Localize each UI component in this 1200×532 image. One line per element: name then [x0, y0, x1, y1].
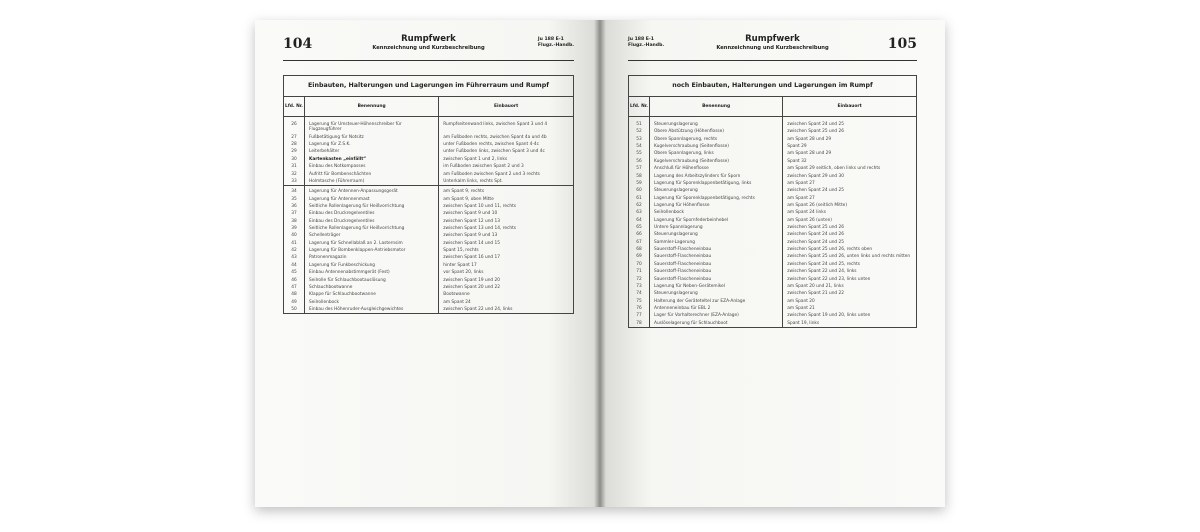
row-number: 49 [284, 299, 305, 306]
installations-table [283, 75, 574, 314]
row-number: 65 [629, 224, 650, 231]
row-number: 78 [629, 320, 650, 327]
table-row [629, 246, 916, 253]
row-number: 34 [284, 186, 305, 196]
table-row [629, 150, 916, 157]
row-location: zwischen Spant 19 und 20, links unten [787, 313, 871, 319]
row-number: 57 [629, 165, 650, 172]
row-name: Einbau des Druckregelventiles [305, 210, 439, 217]
row-name: Auslöselagerung für Schlauchboot [650, 320, 783, 327]
row-name: Einbau Antennenabstimmgerät (Fest) [305, 269, 439, 276]
row-location: zwischen Spant 24 und 25 [787, 188, 844, 194]
table-row [284, 117, 573, 134]
row-number: 61 [629, 195, 650, 202]
row-number: 68 [629, 246, 650, 253]
row-name: Kartenkasten „einfällt“ [305, 156, 439, 163]
row-location: Rumpfseitenwand links, zwischen Spant 3 und 4 [443, 122, 548, 127]
header-aircraft: Ju 188 E-1 [628, 37, 655, 42]
row-name: Lagerung für Z.S.K. [305, 141, 439, 148]
row-location: zwischen Spant 12 und 13 [443, 218, 500, 224]
row-name: Seilrollenbock [650, 209, 783, 216]
table-row [629, 180, 916, 187]
row-name: Lagerung des Arbeitszylinders für Sporn [650, 173, 783, 180]
row-name: Steuerungslagerung [650, 290, 783, 297]
row-name: Obere Spannlagerung, rechts [650, 136, 783, 143]
header-center [628, 34, 917, 51]
row-location: Unterkalm links, rechts Spt. [443, 178, 503, 184]
table-row [284, 156, 573, 163]
table-row [284, 240, 573, 247]
row-name: Lagerung für Schnellablaß an 2. Lasternsim [305, 240, 439, 247]
row-location: am Spant 27 [787, 195, 815, 201]
row-location: zwischen Spant 14 und 15 [443, 240, 500, 246]
table-row [629, 143, 916, 150]
header-title: Rumpfwerk [745, 34, 800, 44]
row-location: zwischen Spant 29 und 30 [787, 173, 844, 179]
row-name: Sauerstoff-Flascheneinbau [650, 261, 783, 268]
row-name: Lagerung für Höhenflosse [650, 202, 783, 209]
row-number: 33 [284, 178, 305, 186]
table-row [284, 134, 573, 141]
row-number: 29 [284, 148, 305, 155]
row-location: am Spant 21 [787, 305, 815, 311]
header-side [538, 37, 574, 49]
row-number: 55 [629, 150, 650, 157]
row-name: Untere Spannlagerung [650, 224, 783, 231]
col-header-nr: Lfd. Nr. [629, 97, 650, 117]
row-number: 62 [629, 202, 650, 209]
col-header-name: Benennung [650, 97, 783, 117]
row-name: Schellenträger [305, 232, 439, 239]
row-name: Lagerung für Funkbeschickung [305, 262, 439, 269]
row-location: am Spant 20 und 21, links [787, 283, 844, 289]
row-number: 75 [629, 298, 650, 305]
row-number: 50 [284, 306, 305, 313]
row-location: zwischen Spant 24 und 25 [787, 239, 844, 245]
row-location: unter Fußboden links, zwischen Spant 3 und 4c [443, 149, 545, 155]
row-name: Lagerung für Sporenklappenbetätigung, links [650, 180, 783, 187]
table-row [629, 136, 916, 143]
row-number: 32 [284, 171, 305, 178]
header-manual: Flugz.-Handb. [628, 42, 665, 48]
row-number: 31 [284, 163, 305, 170]
row-location: zwischen Spant 24 und 25 [787, 122, 844, 127]
row-location: zwischen Spant 21 und 22 [787, 291, 844, 297]
row-name: Holmtasche (Führerraum) [305, 178, 439, 186]
row-name: Schlauchbootwanne [305, 284, 439, 291]
row-location: vor Spant 20, links [443, 270, 484, 276]
right-page [600, 20, 945, 507]
table-row [629, 268, 916, 275]
row-location: zwischen Spant 20 und 22 [443, 284, 500, 290]
row-name: Lagerung für Neben-Gerätemikel [650, 283, 783, 290]
row-number: 71 [629, 268, 650, 275]
table-row [629, 261, 916, 268]
row-location: am Fußboden rechts, zwischen Spant 4a und 4b [443, 134, 547, 140]
row-name: Klappe für Schlauchbootwanne [305, 291, 439, 298]
table-row [629, 217, 916, 224]
col-header-location: Einbauort [783, 97, 916, 117]
row-location: zwischen Spant 1 und 2, links [443, 156, 508, 162]
row-number: 56 [629, 158, 650, 165]
row-name: Anschluß für Höhenflosse [650, 165, 783, 172]
table-row [284, 163, 573, 170]
row-name: Lager für Vorhalterechner (EZA-Anlage) [650, 312, 783, 319]
row-name: Halterung der Geräteteltel zur EZA-Anlage [650, 298, 783, 305]
row-number: 38 [284, 218, 305, 225]
row-location: am Spant 24 links [787, 210, 826, 216]
row-name: Seilrolle für Schlauchbootauslösung [305, 277, 439, 284]
table-row [284, 203, 573, 210]
row-number: 39 [284, 225, 305, 232]
row-name: Lagerung für Umsteuer-Höhenschreiber für Flugzeugführer [305, 117, 439, 134]
table-row [629, 290, 916, 297]
row-name: Steuerungslagerung [650, 231, 783, 238]
table-row [284, 171, 573, 178]
table-row [629, 253, 916, 260]
row-location: zwischen Spant 13 und 14, rechts [443, 226, 517, 232]
row-location: am Spant 28 und 29 [787, 136, 832, 142]
table-row [284, 284, 573, 291]
table-row [284, 306, 573, 313]
book-spine [594, 20, 606, 507]
row-number: 35 [284, 196, 305, 203]
row-location: Spant 32 [787, 158, 807, 164]
row-location: am Spant 27 [787, 180, 815, 186]
row-location: zwischen Spant 24 und 25, rechts [787, 261, 861, 267]
row-location: im Fußboden zwischen Spant 2 und 3 [443, 164, 524, 170]
table-row [629, 305, 916, 312]
row-number: 64 [629, 217, 650, 224]
row-number: 28 [284, 141, 305, 148]
row-name: Sammler-Lagerung [650, 239, 783, 246]
row-location: unter Fußboden rechts, zwischen Spant 4-4c [443, 142, 539, 148]
row-location: zwischen Spant 10 und 11, rechts [443, 203, 517, 209]
row-number: 53 [629, 136, 650, 143]
col-header-location: Einbauort [439, 97, 573, 117]
table-row [629, 195, 916, 202]
table-row [629, 117, 916, 129]
page-header [628, 34, 917, 61]
col-header-nr: Lfd. Nr. [284, 97, 305, 117]
row-number: 30 [284, 156, 305, 163]
row-number: 77 [629, 312, 650, 319]
row-number: 41 [284, 240, 305, 247]
table-row [284, 254, 573, 261]
table-row [284, 291, 573, 298]
row-location: zwischen Spant 25 und 26, unten links und rechts mitten [787, 254, 911, 260]
table-row [629, 320, 916, 327]
row-number: 36 [284, 203, 305, 210]
row-location: Spant 15, rechts [443, 248, 479, 254]
row-name: Sauerstoff-Flascheneinbau [650, 246, 783, 253]
row-name: Steuerungslagerung [650, 187, 783, 194]
table-row [629, 312, 916, 319]
table-row [284, 299, 573, 306]
row-number: 54 [629, 143, 650, 150]
row-location: zwischen Spant 19 und 20 [443, 277, 500, 283]
row-number: 43 [284, 254, 305, 261]
table-body [284, 117, 573, 314]
row-location: am Spant 20 [787, 298, 815, 304]
row-name: Sauerstoff-Flascheneinbau [650, 268, 783, 275]
row-name: Antenneneinbau für EBL 2 [650, 305, 783, 312]
row-number: 47 [284, 284, 305, 291]
row-number: 58 [629, 173, 650, 180]
row-name: Einbau des Höhenruder-Ausgleichgewichtes [305, 306, 439, 313]
row-name: Aufritt für Bombenschächten [305, 171, 439, 178]
table-row [629, 187, 916, 194]
row-location: am Spant 9, rechts [439, 186, 573, 196]
page-number: 105 [887, 36, 917, 52]
table-row [629, 202, 916, 209]
row-number: 40 [284, 232, 305, 239]
row-location: zwischen Spant 25 und 26, rechts oben [787, 247, 873, 253]
page-header [283, 34, 574, 61]
row-location: am Spant 9, oben Mitte [443, 196, 494, 202]
row-location: hinter Spant 17 [443, 262, 477, 268]
row-name: Seilrollenbock [305, 299, 439, 306]
table-row [284, 225, 573, 232]
header-manual: Flugz.-Handb. [537, 42, 574, 48]
col-header-name: Benennung [305, 97, 439, 117]
row-name: Kugelverschraubung (Seitenflosse) [650, 158, 783, 165]
row-location: zwischen Spant 22 und 24, links [787, 269, 857, 275]
table-row [629, 239, 916, 246]
row-name: Sauerstoff-Flascheneinbau [650, 253, 783, 260]
table-row [284, 262, 573, 269]
row-number: 72 [629, 276, 650, 283]
row-location: am Spant 26 (seitlich Mitte) [787, 202, 847, 208]
row-number: 42 [284, 247, 305, 254]
row-name: Leiterbehälter [305, 148, 439, 155]
row-location: zwischen Spant 22 und 24, links [443, 306, 513, 312]
table-body [629, 117, 916, 328]
table-row [284, 277, 573, 284]
row-location: am Spant 24 [443, 299, 471, 305]
table-row [284, 178, 573, 186]
row-name: Einbau des Notkompasses [305, 163, 439, 170]
row-number: 45 [284, 269, 305, 276]
row-name: Lagerung für Spornfederbeinhebel [650, 217, 783, 224]
row-number: 69 [629, 253, 650, 260]
row-location: am Fußboden zwischen Spant 2 und 3 rechts [443, 171, 540, 177]
row-number: 52 [629, 128, 650, 135]
row-number: 66 [629, 231, 650, 238]
row-location: zwischen Spant 16 und 17 [443, 255, 500, 261]
table-row [284, 196, 573, 203]
row-name: Kugelverschraubung (Seitenflosse) [650, 143, 783, 150]
row-number: 63 [629, 209, 650, 216]
table-row [284, 210, 573, 217]
table-row [284, 186, 573, 196]
table-row [629, 165, 916, 172]
row-name: Obere Abstützung (Höhenflosse) [650, 128, 783, 135]
row-name: Lagerung für Bombenklappen-Antriebsmotor [305, 247, 439, 254]
row-number: 67 [629, 239, 650, 246]
table-row [629, 224, 916, 231]
row-name: Obere Spannlagerung, links [650, 150, 783, 157]
page-number: 104 [283, 36, 313, 52]
header-title: Rumpfwerk [401, 34, 456, 44]
row-name: Lagerung für Antennen-Anpassungsgerät [305, 186, 439, 196]
header-aircraft: Ju 188 E-1 [537, 37, 564, 42]
row-name: Lagerung für Antennenmast [305, 196, 439, 203]
table-row [284, 247, 573, 254]
table-row [629, 128, 916, 135]
row-number: 76 [629, 305, 650, 312]
row-location: Spant 19, links [787, 320, 820, 326]
row-location: am Spant 28 und 29 [787, 151, 832, 157]
row-location: zwischen Spant 24 und 26 [787, 232, 844, 238]
row-number: 73 [629, 283, 650, 290]
table-row [284, 232, 573, 239]
installations-table [628, 75, 917, 328]
header-subtitle: Kennzeichnung und Kurzbeschreibung [372, 45, 485, 51]
table-title: noch Einbauten, Halterungen und Lagerungen im Rumpf [629, 76, 916, 97]
row-location: Bootswanne [443, 292, 470, 298]
row-name: Fußbetätigung für Notsitz [305, 134, 439, 141]
table-row [629, 209, 916, 216]
table-title: Einbauten, Halterungen und Lagerungen im Führerraum und Rumpf [284, 76, 573, 97]
row-number: 51 [629, 117, 650, 129]
row-name: Steuerungslagerung [650, 117, 783, 129]
row-number: 48 [284, 291, 305, 298]
row-number: 60 [629, 187, 650, 194]
left-page [255, 20, 600, 507]
row-number: 59 [629, 180, 650, 187]
header-subtitle: Kennzeichnung und Kurzbeschreibung [716, 45, 829, 51]
row-number: 74 [629, 290, 650, 297]
table-row [629, 231, 916, 238]
row-name: Seitliche Rollenlagerung für Heißvorrichtung [305, 225, 439, 232]
table-row [284, 218, 573, 225]
row-number: 27 [284, 134, 305, 141]
open-book [255, 20, 945, 507]
table-row [629, 298, 916, 305]
row-location: Spant 29 [787, 144, 807, 150]
row-location: zwischen Spant 9 und 13 [443, 233, 498, 239]
row-location: zwischen Spant 9 und 10 [443, 211, 498, 217]
table-row [284, 141, 573, 148]
row-location: zwischen Spant 25 und 26 [787, 225, 844, 231]
table-row [629, 158, 916, 165]
row-number: 70 [629, 261, 650, 268]
row-name: Einbau des Druckregelventiles [305, 218, 439, 225]
row-number: 26 [284, 117, 305, 134]
row-location: zwischen Spant 22 und 23, links unten [787, 276, 871, 282]
row-location: am Spant 29 seitlich, oben links und rechts [787, 166, 881, 172]
row-location: am Spant 26 (unten) [787, 217, 832, 223]
table-row [629, 283, 916, 290]
row-location: zwischen Spant 25 und 26 [787, 129, 844, 135]
table-row [629, 276, 916, 283]
row-name: Sauerstoff-Flascheneinbau [650, 276, 783, 283]
row-number: 44 [284, 262, 305, 269]
table-row [284, 148, 573, 155]
row-name: Lagerung für Sporenklappenbetätigung, rechts [650, 195, 783, 202]
row-name: Patronenmagazin [305, 254, 439, 261]
row-number: 46 [284, 277, 305, 284]
row-number: 37 [284, 210, 305, 217]
header-center [283, 34, 574, 51]
row-name: Seitliche Rollenlagerung für Heißvorrichtung [305, 203, 439, 210]
table-row [284, 269, 573, 276]
table-row [629, 173, 916, 180]
